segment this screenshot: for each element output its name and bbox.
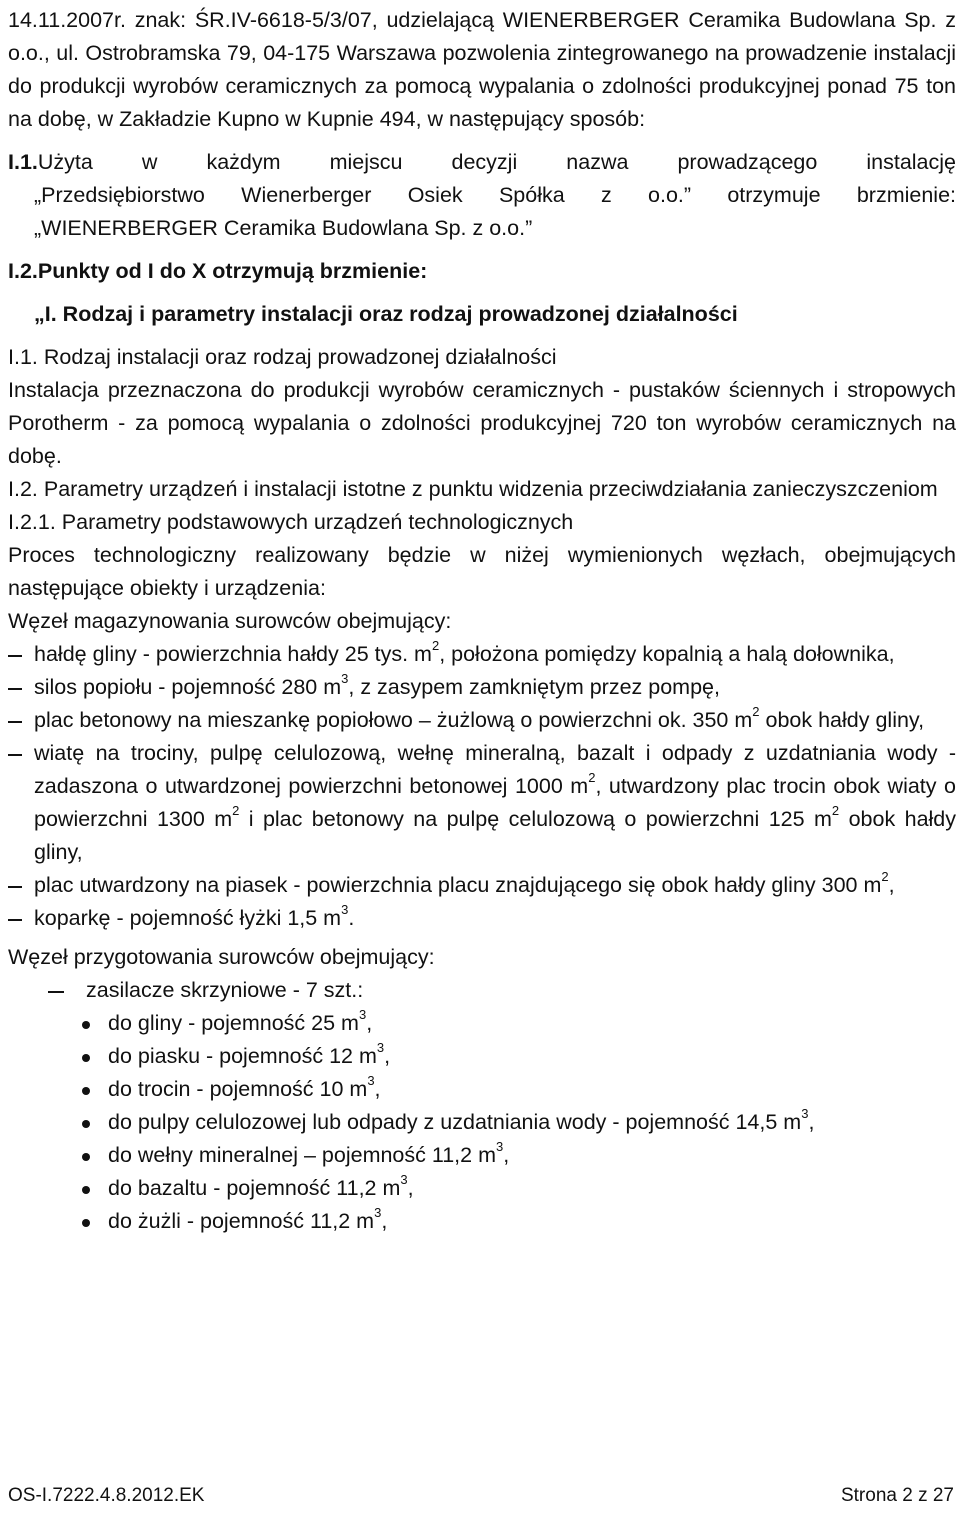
list-item: do wełny mineralnej – pojemność 11,2 $m^3$, <box>8 1139 956 1172</box>
list-item: do gliny - pojemność 25 $m^3$, <box>8 1007 956 1040</box>
list-item: koparkę - pojemność łyżki 1,5 $m^3$. <box>8 902 956 935</box>
item-1-1-line2: „Przedsiębiorstwo Wienerberger Osiek Spółka z o.o.” otrzymuje brzmienie: <box>34 183 956 207</box>
item-1-1-line1: Użyta w każdym miejscu decyzji nazwa prowadzącego instalację <box>37 150 956 174</box>
page-number: Strona 2 z 27 <box>840 1485 954 1506</box>
list-item: hałdę gliny - powierzchnia hałdy 25 tys. $m^2$, położona pomiędzy kopalnią a halą dołownika, <box>8 638 956 671</box>
list-item: do bazaltu - pojemność 11,2 $m^3$, <box>8 1172 956 1205</box>
item-1-1-line3: „WIENERBERGER Ceramika Budowlana Sp. z o.o.” <box>34 216 533 240</box>
item-1-1 <box>8 146 956 245</box>
section-heading: „I. Rodzaj i parametry instalacji oraz rodzaj prowadzonej działalności <box>34 302 738 326</box>
item-1-1-number: I.1. <box>8 150 38 174</box>
list-item: wiatę na trociny, pulpę celulozową, wełnę mineralną, bazalt i odpady z uzdatniania wody - zadaszona o utwardzonej powierzchni betonowej 1000 $m^2$, utwardzony plac trocin obok wiaty o powierzchni 1300 $m^2$ i plac betonowy na pulpę celulozową o powierzchni 125 $m^2$ obok hałdy gliny, <box>8 737 956 869</box>
node2-sublist <box>8 974 956 1007</box>
list-item: do żużli - pojemność 11,2 $m^3$, <box>8 1205 956 1238</box>
section-1-2-1-title: I.2.1. Parametry podstawowych urządzeń technologicznych <box>8 510 574 534</box>
list-item: do pulpy celulozowej lub odpady z uzdatniania wody - pojemność 14,5 $m^3$, <box>8 1106 956 1139</box>
intro-paragraph: 14.11.2007r. znak: ŚR.IV-6618-5/3/07, udzielającą WIENERBERGER Ceramika Budowlana Sp. z o.o., ul. Ostrobramska 79, 04-175 Warszawa pozwolenia zintegrowanego na prowadzenie instalacji do produkcji wyrobów ceramicznych za pomocą wypalania o zdolności produkcyjnej ponad 75 ton na dobę, w Zakładzie Kupno w Kupnie 494, w następujący sposób: <box>8 8 956 131</box>
node2-feeders-list <box>8 1007 956 1238</box>
node1-title: Węzeł magazynowania surowców obejmujący: <box>8 609 452 633</box>
list-item: silos popiołu - pojemność 280 $m^3$, z zasypem zamkniętym przez pompę, <box>8 671 956 704</box>
list-item: zasilacze skrzyniowe - 7 szt.: <box>8 974 956 1007</box>
node1-list <box>8 638 956 935</box>
list-item: plac betonowy na mieszankę popiołowo – żużlową o powierzchni ok. 350 $m^2$ obok hałdy gliny, <box>8 704 956 737</box>
list-item: do piasku - pojemność 12 $m^3$, <box>8 1040 956 1073</box>
list-item: plac utwardzony na piasek - powierzchnia placu znajdującego się obok hałdy gliny 300 $m^2$, <box>8 869 956 902</box>
section-1-1-title: I.1. Rodzaj instalacji oraz rodzaj prowadzonej działalności <box>8 345 557 369</box>
document-page <box>8 4 956 1238</box>
item-1-2: I.2.Punkty od I do X otrzymują brzmienie: <box>8 259 428 283</box>
document-reference: OS-I.7222.4.8.2012.EK <box>8 1485 205 1506</box>
process-intro: Proces technologiczny realizowany będzie w niżej wymienionych węzłach, obejmujących następujące obiekty i urządzenia: <box>8 543 956 600</box>
section-1-2-title: I.2. Parametry urządzeń i instalacji istotne z punktu widzenia przeciwdziałania zanieczyszczeniom <box>8 477 938 501</box>
node2-title: Węzeł przygotowania surowców obejmujący: <box>8 945 435 969</box>
section-1-1-body: Instalacja przeznaczona do produkcji wyrobów ceramicznych - pustaków ściennych i stropowych Porotherm - za pomocą wypalania o zdolności produkcyjnej 720 ton wyrobów ceramicznych na dobę. <box>8 378 956 468</box>
list-item: do trocin - pojemność 10 $m^3$, <box>8 1073 956 1106</box>
